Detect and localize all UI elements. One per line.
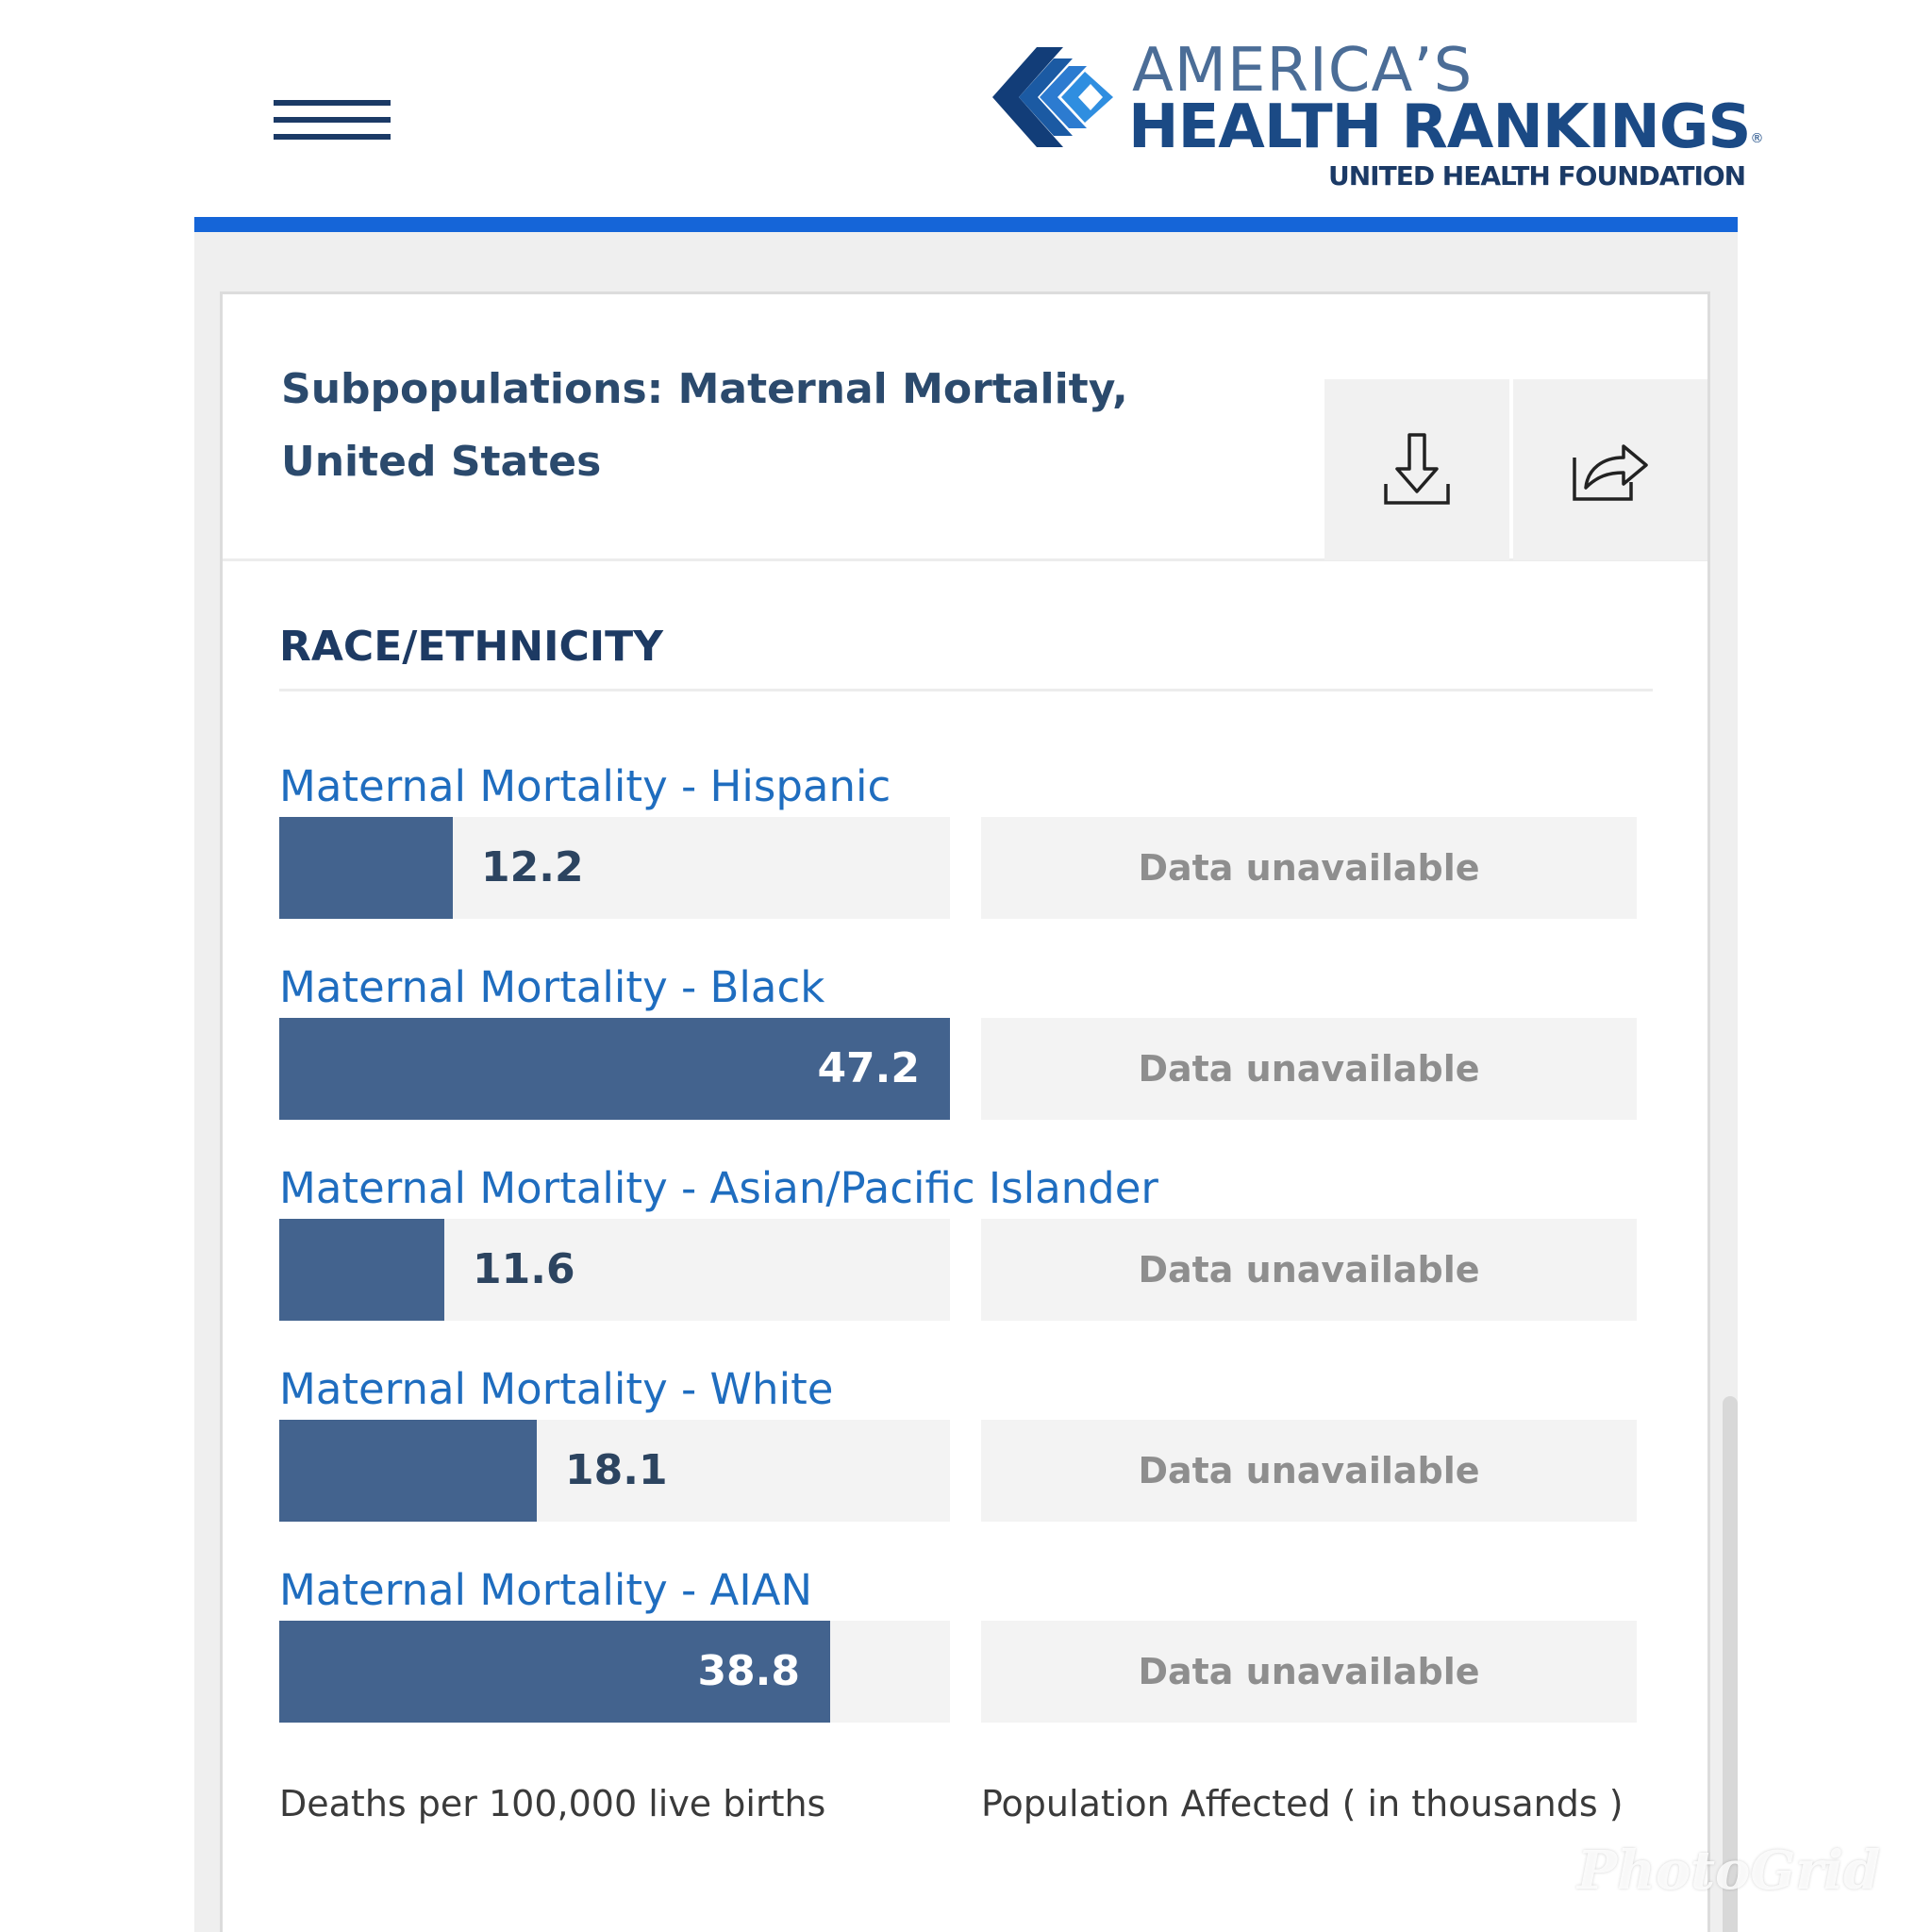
population-value: Data unavailable [981,817,1637,919]
menu-icon-line [274,134,391,140]
section-title-race-ethnicity: RACE/ETHNICITY [279,623,663,671]
bar-value: 12.2 [481,843,584,891]
bar-track [279,817,950,919]
menu-button[interactable] [270,94,391,151]
population-value: Data unavailable [981,1219,1637,1321]
photogrid-watermark: PhotoGrid [1577,1840,1881,1902]
bar-track [279,1219,950,1321]
population-value: Data unavailable [981,1420,1637,1522]
metric-row [279,961,1638,1122]
logo-text-united-health-foundation: UNITED HEALTH FOUNDATION [1328,160,1746,192]
bar-fill [279,817,453,919]
download-button[interactable] [1324,379,1509,560]
bar-track [279,1420,950,1522]
metric-row [279,1162,1638,1323]
bar-fill [279,1219,444,1321]
menu-icon-line [274,117,391,123]
bar-value: 47.2 [817,1044,920,1092]
bar-fill [279,1420,537,1522]
registered-mark: ® [1750,131,1763,146]
metric-row [279,760,1638,921]
bar-value: 11.6 [473,1245,575,1293]
share-icon [1571,437,1650,503]
bar-value: 38.8 [697,1647,800,1695]
population-value: Data unavailable [981,1621,1637,1723]
card-title: Subpopulations: Maternal Mortality, United States [281,365,1128,486]
metric-link[interactable]: Maternal Mortality - Black [279,962,825,1012]
bar-value: 18.1 [565,1446,668,1494]
metric-link[interactable]: Maternal Mortality - Asian/Pacific Islander [279,1163,1158,1213]
americas-health-rankings-logo[interactable] [981,36,1763,198]
header-divider [194,217,1738,232]
bar-track [279,1621,950,1723]
metric-link[interactable]: Maternal Mortality - Hispanic [279,761,891,811]
population-axis-label: Population Affected ( in thousands ) [981,1783,1624,1824]
metric-row [279,1564,1638,1724]
logo-text-health-rankings [1128,91,1762,164]
download-icon [1382,431,1452,508]
share-button[interactable] [1513,379,1707,560]
section-divider [279,689,1653,691]
logo-text-americas: AMERICA’S [1132,36,1474,106]
value-axis-label: Deaths per 100,000 live births [279,1783,826,1824]
logo-mark-icon [987,42,1119,153]
metric-row [279,1363,1638,1524]
bar-track [279,1018,950,1120]
menu-icon-line [274,100,391,106]
metric-link[interactable]: Maternal Mortality - White [279,1364,834,1414]
population-value: Data unavailable [981,1018,1637,1120]
metric-link[interactable]: Maternal Mortality - AIAN [279,1565,813,1615]
logo-text-health-rankings-label: HEALTH RANKINGS [1128,92,1751,162]
card-header [223,294,1707,561]
